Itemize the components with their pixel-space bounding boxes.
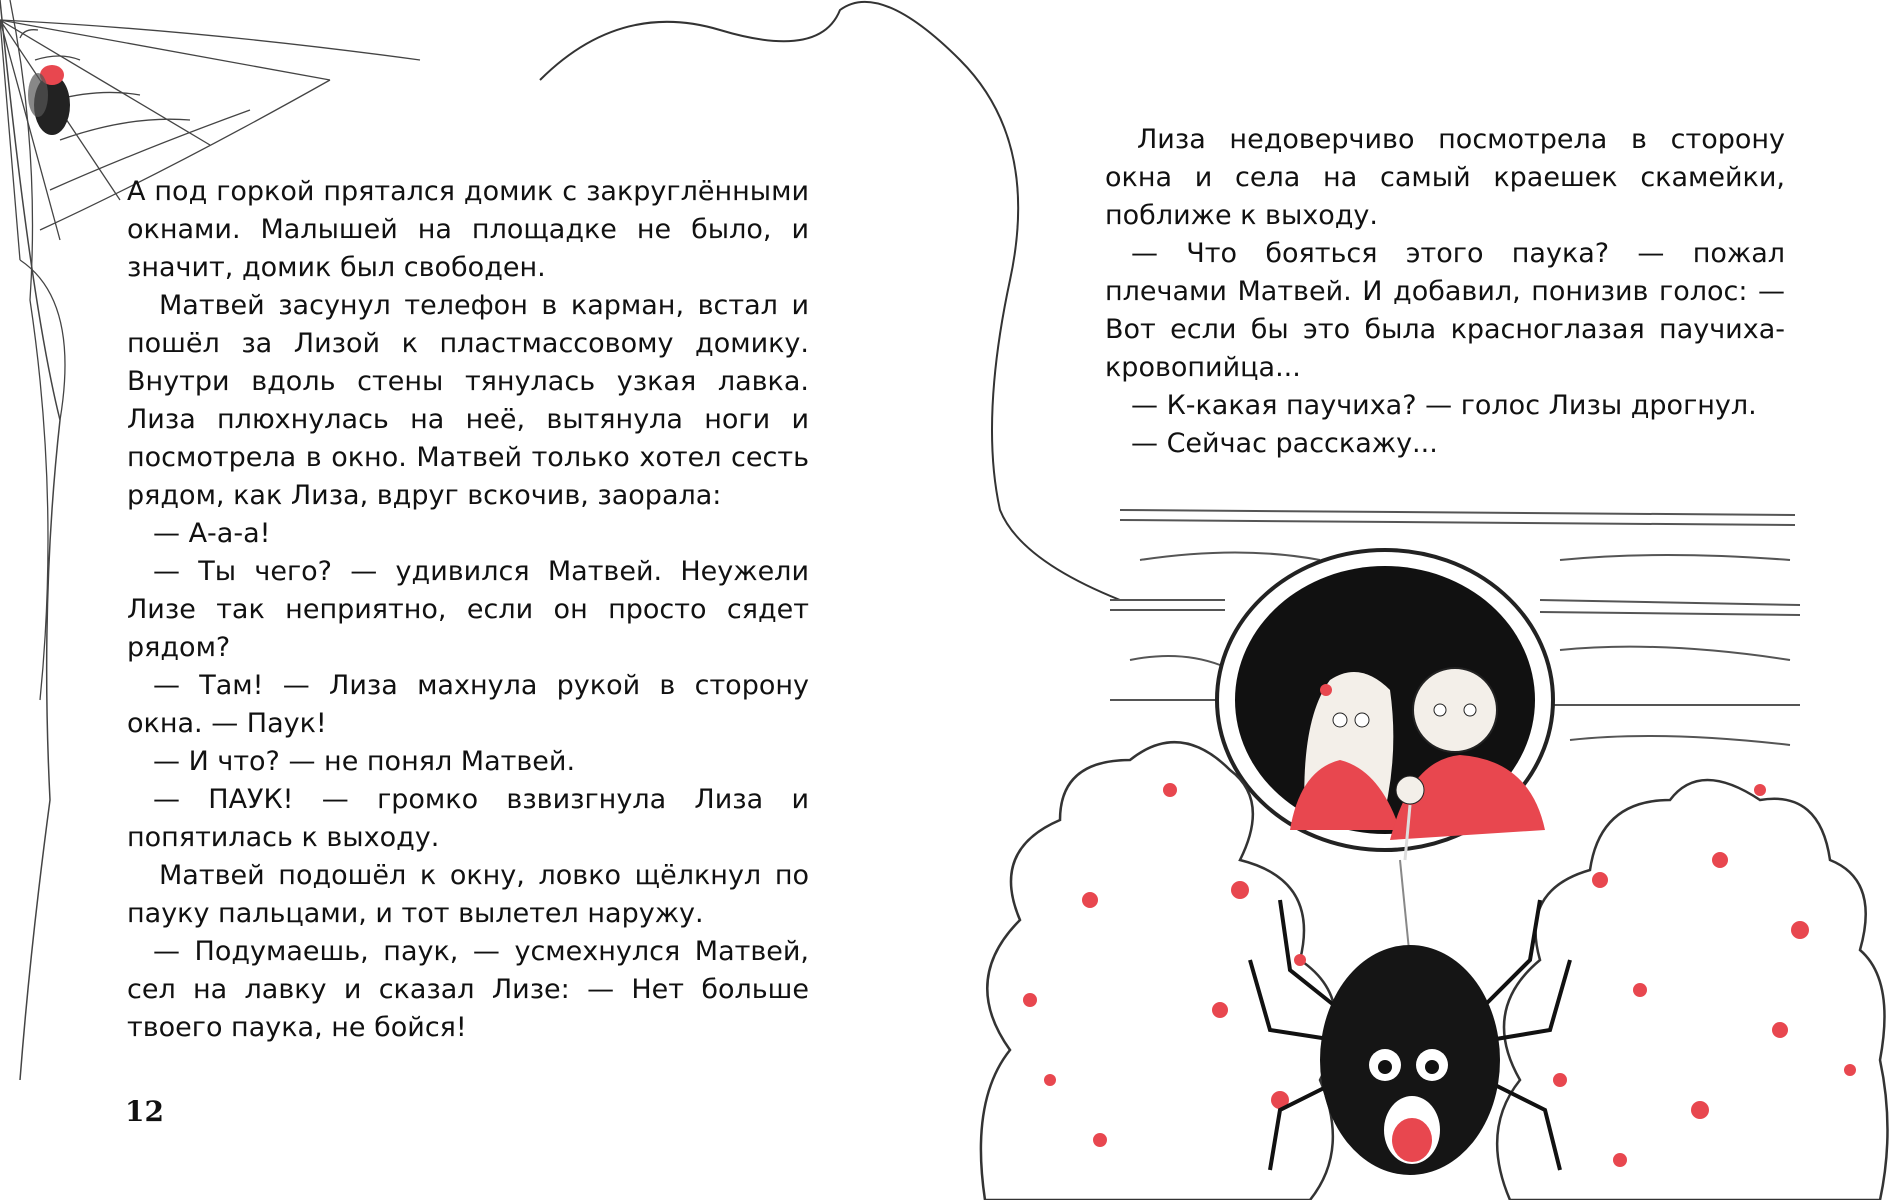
dialogue-line: — К-какая паучиха? — голос Лизы дрогнул.: [1131, 390, 1757, 421]
left-text-column: [127, 173, 809, 1047]
dialogue-line: — Сейчас расскажу...: [1131, 428, 1438, 459]
paragraph: А под горкой прятался домик с закруглёнными окнами. Малышей на площадке не было, и значит, домик был свободен.: [127, 176, 809, 283]
dialogue-line: — Что бояться этого паука? — пожал плечами Матвей. И добавил, понизив голос: — Вот если бы это была красноглазая паучиха-кровопийца...: [1105, 238, 1785, 383]
page-number: 12: [125, 1095, 164, 1128]
dialogue-line: — Ты чего? — удивился Матвей. Неужели Лизе так неприятно, если он просто сядет рядом?: [127, 556, 809, 663]
dialogue-line: — А-а-а!: [153, 518, 271, 549]
window-illustration: [1217, 550, 1553, 860]
dialogue-line: — Подумаешь, паук, — усмехнулся Матвей, сел на лавку и сказал Лизе: — Нет больше твоего паука, не бойся!: [127, 936, 809, 1043]
paragraph: Лиза недоверчиво посмотрела в сторону окна и села на самый краешек скамейки, поближе к выходу.: [1105, 124, 1785, 231]
fly-illustration: [28, 65, 70, 135]
paragraph: Матвей подошёл к окну, ловко щёлкнул по пауку пальцами, и тот вылетел наружу.: [127, 860, 809, 929]
dialogue-line: — И что? — не понял Матвей.: [153, 746, 576, 777]
dialogue-line: — Там! — Лиза махнула рукой в сторону окна. — Паук!: [127, 670, 809, 739]
dialogue-line: — ПАУК! — громко взвизгнула Лиза и попятилась к выходу.: [127, 784, 809, 853]
paragraph: Матвей засунул телефон в карман, встал и пошёл за Лизой к пластмассовому домику. Внутри вдоль стены тянулась узкая лавка. Лиза плюхнулась на неё, вытянула ноги и посмотрела в окно. Матвей только хотел сесть рядом, как Лиза, вдруг вскочив, заорала:: [127, 290, 809, 511]
right-text-column: [1105, 121, 1785, 463]
